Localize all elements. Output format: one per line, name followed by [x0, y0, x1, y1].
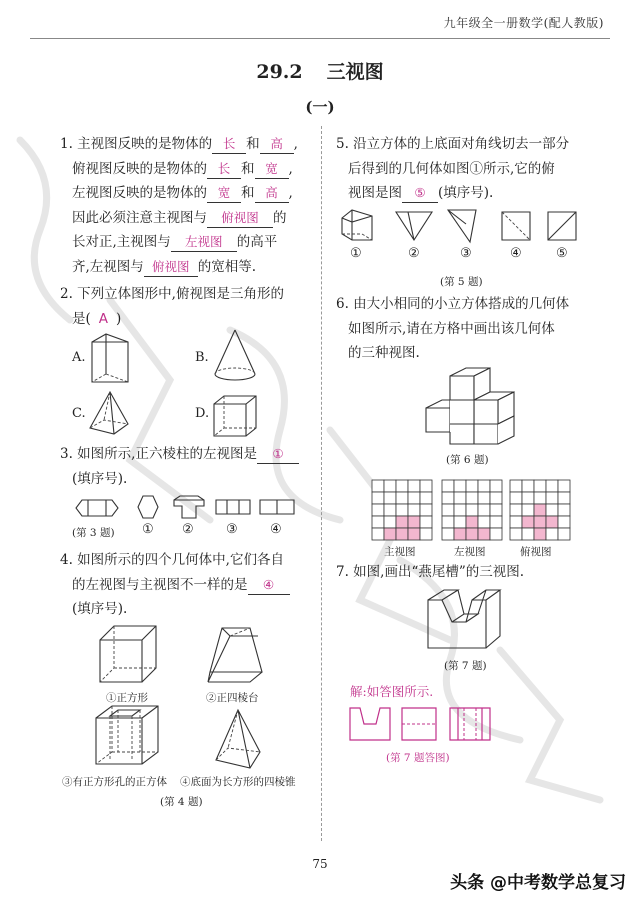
q4-label-1: ①正方形	[106, 692, 148, 704]
q2-option-b: B.	[195, 350, 209, 365]
q7-solution: 解:如答图所示.	[350, 684, 434, 699]
page-number: 75	[312, 857, 328, 871]
grid-cell	[466, 492, 478, 504]
question-1	[60, 132, 310, 279]
q1-answer-8: 左视图	[171, 233, 237, 252]
q4-cube-hole-figure	[92, 702, 162, 768]
grid-cell	[384, 516, 396, 528]
q1-comma: ,	[293, 136, 298, 152]
question-4	[60, 548, 322, 622]
grid-cell	[454, 516, 466, 528]
grid-cell	[384, 528, 396, 540]
q1-answer-6: 高	[255, 184, 289, 203]
grid-cell	[510, 528, 522, 540]
q1-text: 因此必须注意主视图与	[72, 209, 207, 226]
footer-brand: 头条 @中考数学总复习	[450, 873, 626, 893]
q5-cut-cube-figure	[340, 208, 376, 244]
book-title: 九年级全一册数学(配人教版)	[443, 16, 604, 30]
column-divider	[321, 126, 322, 841]
grid-cell	[466, 480, 478, 492]
grid-cell	[546, 492, 558, 504]
grid-cell	[408, 492, 420, 504]
q7-answer-views	[346, 704, 496, 744]
q2-option-a: A.	[72, 350, 86, 365]
q1-and: 和	[246, 136, 260, 152]
q6-top-view-grid	[508, 478, 572, 542]
grid-cell	[396, 492, 408, 504]
q1-text: 的宽相等.	[197, 258, 257, 275]
q2-option-d: D.	[195, 406, 210, 421]
q1-text: 的	[273, 209, 287, 226]
grid-cell	[510, 504, 522, 516]
grid-cell	[408, 528, 420, 540]
grid-cell	[478, 492, 490, 504]
q5-label-4: ④	[510, 246, 522, 261]
grid-cell	[454, 528, 466, 540]
question-2	[60, 282, 310, 331]
q1-text: 1. 主视图反映的是物体的	[60, 136, 213, 152]
q4-label-3: ③有正方形孔的正方体	[62, 776, 167, 788]
grid-cell	[408, 504, 420, 516]
question-7	[336, 560, 616, 585]
grid-cell	[534, 528, 546, 540]
pyramid-figure	[86, 390, 132, 438]
q3-label-1: ①	[142, 522, 154, 537]
q5-view-4	[500, 210, 532, 242]
q6-caption: (第 6 题)	[446, 454, 489, 466]
q3-answer: ①	[257, 445, 299, 464]
q6-text: 如图所示,请在方格中画出该几何体	[348, 320, 555, 337]
q7-answer-caption: (第 7 题答图)	[386, 752, 450, 764]
q1-and: 和	[241, 160, 255, 177]
q4-label-2: ②正四棱台	[206, 692, 259, 704]
grid-cell	[510, 480, 522, 492]
q4-cube-figure	[96, 622, 160, 686]
q1-answer-9: 俯视图	[144, 258, 198, 277]
grid-cell	[490, 528, 502, 540]
q5-text: (填序号).	[438, 185, 494, 201]
q4-label-4: ④底面为长方形的四棱锥	[180, 776, 296, 788]
section-subtitle: (一)	[305, 98, 335, 116]
q5-label-2: ②	[408, 246, 420, 261]
grid-cell	[454, 504, 466, 516]
q5-answer: ⑤	[402, 184, 438, 203]
q1-text: 齐,左视图与	[72, 258, 144, 275]
question-6	[336, 292, 616, 366]
grid-cell	[546, 504, 558, 516]
q4-text: 的左视图与主视图不一样的是	[72, 576, 248, 593]
q5-text: 5. 沿立方体的上底面对角线切去一部分	[336, 136, 570, 152]
grid-cell	[522, 480, 534, 492]
grid-cell	[558, 492, 570, 504]
q5-label-1: ①	[350, 246, 362, 261]
q1-answer-3: 长	[207, 160, 241, 179]
q5-label-5: ⑤	[556, 246, 568, 261]
q7-dovetail-figure	[424, 586, 504, 652]
q4-frustum-figure	[200, 624, 270, 686]
q6-left-view-grid	[440, 478, 504, 542]
q3-label-3: ③	[226, 522, 238, 537]
view-hexagon	[136, 494, 160, 520]
grid-cell	[384, 480, 396, 492]
grid-cell	[522, 516, 534, 528]
grid-cell	[466, 516, 478, 528]
grid-cell	[396, 480, 408, 492]
q6-top-view-label: 俯视图	[520, 546, 552, 558]
grid-cell	[396, 504, 408, 516]
q3-text: (填序号).	[72, 470, 128, 487]
q1-and: 和	[241, 185, 255, 201]
grid-cell	[442, 480, 454, 492]
q3-caption: (第 3 题)	[72, 527, 115, 539]
q6-text: 的三种视图.	[348, 345, 420, 361]
grid-cell	[420, 492, 432, 504]
grid-cell	[466, 504, 478, 516]
q6-left-view-label: 左视图	[454, 546, 486, 558]
grid-cell	[478, 516, 490, 528]
q1-answer-2: 高	[260, 135, 294, 154]
grid-cell	[372, 504, 384, 516]
grid-cell	[442, 492, 454, 504]
grid-cell	[384, 492, 396, 504]
q5-label-3: ③	[460, 246, 472, 261]
q1-text: 俯视图反映的是物体的	[72, 160, 207, 177]
triangular-prism-figure	[88, 330, 134, 386]
q4-text: (填序号).	[72, 601, 128, 617]
q3-label-4: ④	[270, 522, 282, 537]
q1-answer-1: 长	[212, 135, 246, 154]
grid-cell	[490, 504, 502, 516]
grid-cell	[408, 480, 420, 492]
grid-cell	[372, 516, 384, 528]
grid-cell	[396, 516, 408, 528]
grid-cell	[442, 528, 454, 540]
grid-cell	[490, 492, 502, 504]
q1-comma: ,	[288, 160, 293, 177]
q5-view-2	[394, 210, 434, 242]
grid-cell	[466, 528, 478, 540]
grid-cell	[558, 528, 570, 540]
grid-cell	[420, 504, 432, 516]
grid-cell	[372, 528, 384, 540]
grid-cell	[546, 516, 558, 528]
q6-text: 6. 由大小相同的小立方体搭成的几何体	[336, 296, 570, 312]
q1-comma: ,	[288, 185, 293, 201]
hexagonal-prism-figure	[74, 496, 120, 520]
grid-cell	[478, 504, 490, 516]
view-three-rect	[214, 498, 252, 516]
grid-cell	[490, 480, 502, 492]
q4-caption: (第 4 题)	[160, 796, 203, 808]
q2-text: 是(	[72, 310, 91, 327]
grid-cell	[522, 504, 534, 516]
section-number: 29.2	[256, 61, 303, 83]
q2-text: 2. 下列立体图形中,俯视图是三角形的	[60, 286, 284, 302]
grid-cell	[558, 504, 570, 516]
grid-cell	[442, 516, 454, 528]
cone-figure	[212, 328, 258, 386]
q1-text: 左视图反映的是物体的	[72, 185, 207, 201]
question-3	[60, 442, 320, 491]
grid-cell	[396, 528, 408, 540]
grid-cell	[534, 516, 546, 528]
grid-cell	[546, 528, 558, 540]
section-title	[0, 57, 640, 84]
grid-cell	[522, 528, 534, 540]
grid-cell	[420, 528, 432, 540]
grid-cell	[510, 516, 522, 528]
grid-cell	[558, 480, 570, 492]
q1-text: 长对正,主视图与	[72, 234, 171, 250]
q2-option-c: C.	[72, 406, 86, 421]
q4-rect-pyramid-figure	[210, 708, 266, 772]
q7-caption: (第 7 题)	[444, 660, 487, 672]
header-rule	[30, 38, 610, 39]
grid-cell	[546, 480, 558, 492]
grid-cell	[478, 480, 490, 492]
q1-answer-5: 宽	[207, 184, 241, 203]
q4-answer: ④	[248, 576, 290, 595]
q5-text: 视图是图	[348, 185, 402, 201]
grid-cell	[420, 516, 432, 528]
grid-cell	[534, 492, 546, 504]
q2-answer: A	[98, 310, 109, 327]
grid-cell	[442, 504, 454, 516]
grid-cell	[454, 492, 466, 504]
q5-view-3	[444, 208, 480, 244]
q7-text: 7. 如图,画出“燕尾槽”的三视图.	[336, 564, 525, 580]
grid-cell	[384, 504, 396, 516]
question-5	[336, 132, 616, 206]
q1-answer-4: 宽	[255, 160, 289, 179]
q5-view-5	[546, 210, 578, 242]
grid-cell	[372, 480, 384, 492]
q6-front-view-grid	[370, 478, 434, 542]
q3-text: 3. 如图所示,正六棱柱的左视图是	[60, 446, 257, 462]
view-two-rect	[258, 498, 296, 516]
grid-cell	[534, 504, 546, 516]
q1-text: 的高平	[236, 234, 278, 250]
q5-caption: (第 5 题)	[440, 276, 483, 288]
q1-answer-7: 俯视图	[207, 209, 273, 228]
grid-cell	[372, 492, 384, 504]
grid-cell	[510, 492, 522, 504]
grid-cell	[454, 480, 466, 492]
grid-cell	[490, 516, 502, 528]
grid-cell	[478, 528, 490, 540]
grid-cell	[558, 516, 570, 528]
grid-cell	[522, 492, 534, 504]
q6-cube-stack-figure	[420, 366, 530, 446]
section-name: 三视图	[326, 61, 384, 83]
grid-cell	[408, 516, 420, 528]
cube-figure	[212, 394, 258, 438]
grid-cell	[420, 480, 432, 492]
q5-text: 后得到的几何体如图①所示,它的俯	[348, 160, 555, 177]
q3-label-2: ②	[182, 522, 194, 537]
q2-text: )	[116, 310, 122, 327]
grid-cell	[534, 480, 546, 492]
q4-text: 4. 如图所示的四个几何体中,它们各自	[60, 552, 284, 568]
q6-front-view-label: 主视图	[384, 546, 416, 558]
view-t-shape	[172, 494, 206, 520]
